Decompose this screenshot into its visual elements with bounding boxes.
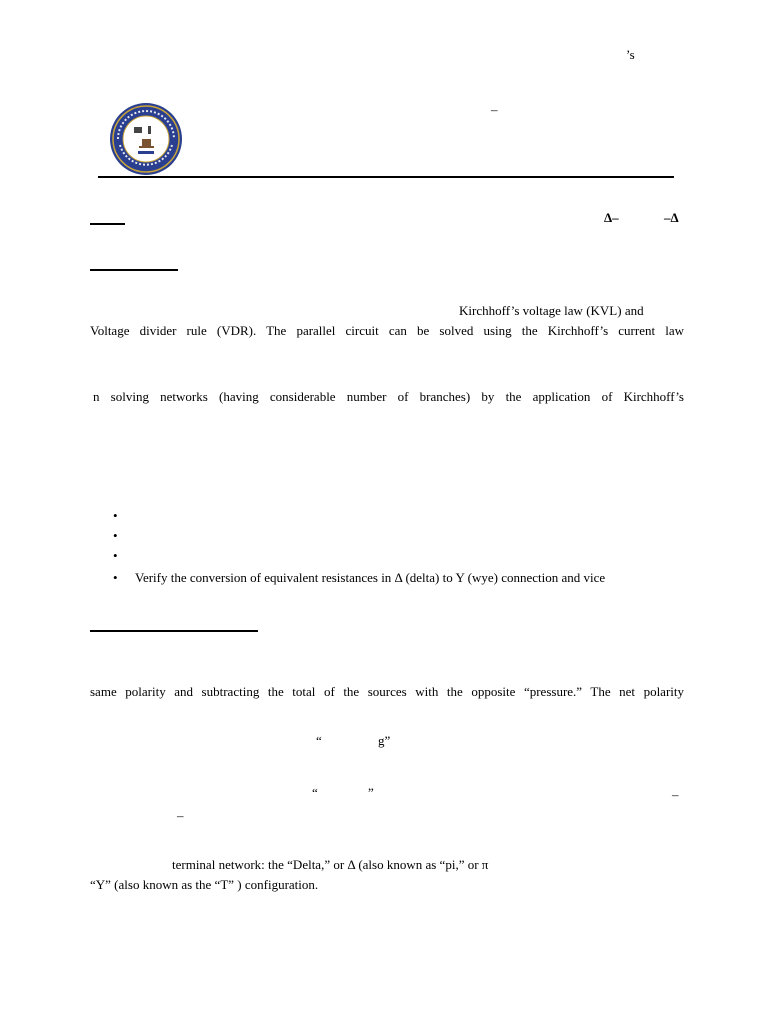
header-dash: – [491, 102, 498, 117]
objective-bullet-3: • [113, 548, 118, 563]
y-to-delta-fragment: –Δ [664, 210, 679, 225]
objective-bullet-4: • [113, 570, 118, 585]
quote-open-2: “ [312, 785, 318, 800]
intro-heading-underline [90, 269, 178, 271]
intro-line-3: n solving networks (having considerable number of branches) by the application of Kirchhoff’s [93, 389, 684, 404]
quote-close-2: ” [368, 785, 374, 800]
intro-line-1: Kirchhoff’s voltage law (KVL) and [459, 303, 644, 318]
header-rule [98, 176, 674, 178]
theory-heading-underline [90, 630, 258, 632]
university-seal-icon [108, 101, 184, 177]
objective-bullet-1: • [113, 508, 118, 523]
delta-to-y-fragment: Δ– [604, 210, 619, 225]
quote-open-1: “ [316, 733, 322, 748]
intro-line-2: Voltage divider rule (VDR). The parallel circuit can be solved using the Kirchhoff’s current law [90, 323, 684, 338]
theory-line-1: same polarity and subtracting the total of the sources with the opposite “pressure.” The net polarity [90, 684, 684, 699]
quote-close-1: g” [378, 733, 391, 748]
section-heading-underline [90, 223, 125, 225]
dash-right: – [672, 787, 679, 802]
dash-left: – [177, 808, 184, 823]
objective-bullet-2: • [113, 528, 118, 543]
objective-item-4: Verify the conversion of equivalent resistances in Δ (delta) to Y (wye) connection and vice [135, 570, 606, 585]
theory-terminal-line: terminal network: the “Delta,” or Δ (also known as “pi,” or π [172, 857, 489, 872]
theory-y-line: “Y” (also known as the “T” ) configuration. [90, 877, 319, 892]
header-fragment: ’s [626, 47, 635, 62]
